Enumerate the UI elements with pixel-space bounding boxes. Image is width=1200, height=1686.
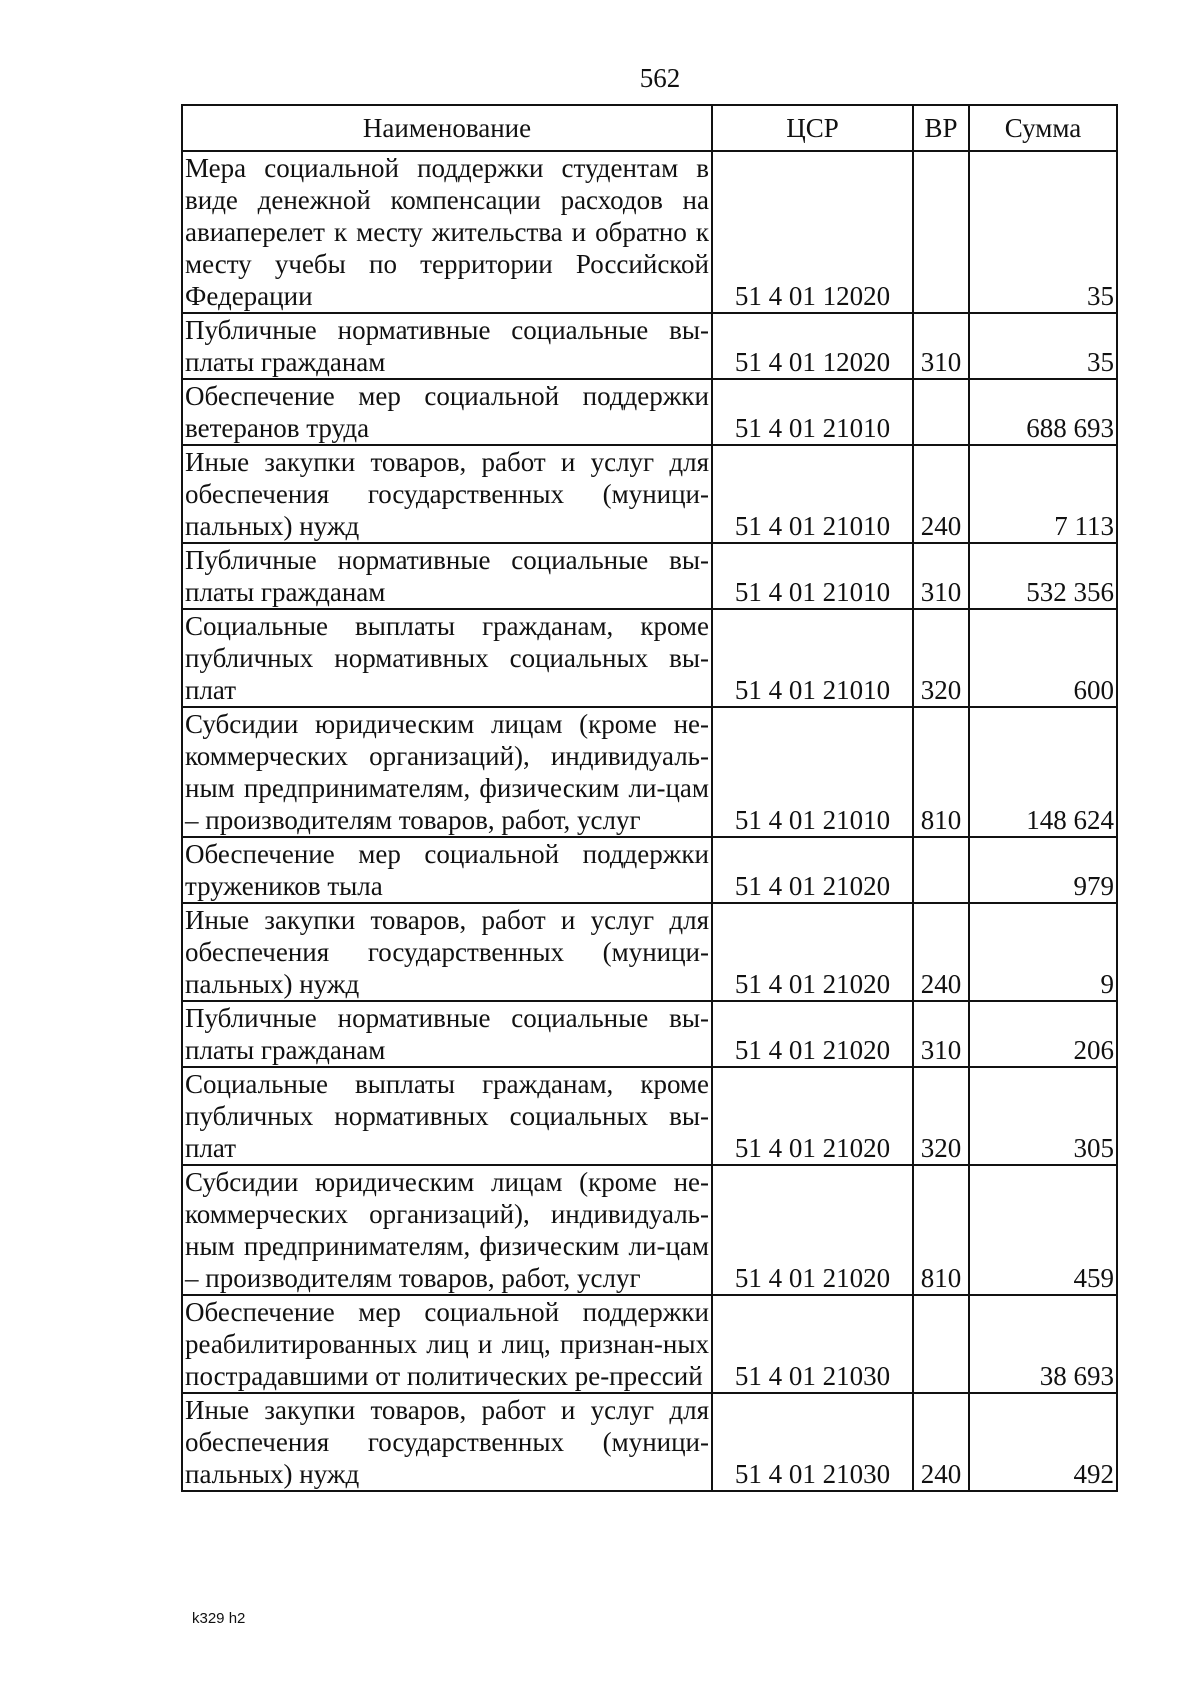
table-row	[182, 543, 1117, 609]
header-vr: ВР	[913, 105, 969, 151]
vr-cell: 320	[913, 609, 969, 707]
footer-code: k329 h2	[192, 1610, 246, 1627]
csr-cell: 51 4 01 12020	[712, 151, 913, 313]
header-row	[182, 105, 1117, 151]
name-cell: Социальные выплаты гражданам, кроме публичных нормативных социальных вы-плат	[182, 1067, 712, 1165]
name-cell: Иные закупки товаров, работ и услуг для обеспечения государственных (муници-пальных) нужд	[182, 445, 712, 543]
sum-cell: 600	[969, 609, 1117, 707]
name-cell: Субсидии юридическим лицам (кроме не-коммерческих организаций), индивидуаль-ным предпринимателям, физическим ли-цам – производителям товаров, работ, услуг	[182, 707, 712, 837]
csr-cell: 51 4 01 21010	[712, 707, 913, 837]
sum-cell: 35	[969, 313, 1117, 379]
vr-cell: 310	[913, 313, 969, 379]
table-row	[182, 313, 1117, 379]
csr-cell: 51 4 01 12020	[712, 313, 913, 379]
name-cell: Субсидии юридическим лицам (кроме не-коммерческих организаций), индивидуаль-ным предпринимателям, физическим ли-цам – производителям товаров, работ, услуг	[182, 1165, 712, 1295]
vr-cell: 810	[913, 1165, 969, 1295]
vr-cell: 310	[913, 1001, 969, 1067]
sum-cell: 459	[969, 1165, 1117, 1295]
name-cell: Иные закупки товаров, работ и услуг для обеспечения государственных (муници-пальных) нужд	[182, 1393, 712, 1491]
csr-cell: 51 4 01 21020	[712, 837, 913, 903]
csr-cell: 51 4 01 21010	[712, 609, 913, 707]
table-row	[182, 707, 1117, 837]
table-row	[182, 609, 1117, 707]
vr-cell	[913, 837, 969, 903]
table-row	[182, 1067, 1117, 1165]
sum-cell: 7 113	[969, 445, 1117, 543]
vr-cell: 240	[913, 903, 969, 1001]
sum-cell: 532 356	[969, 543, 1117, 609]
table-row	[182, 379, 1117, 445]
sum-cell: 9	[969, 903, 1117, 1001]
table-row	[182, 1165, 1117, 1295]
table-row	[182, 903, 1117, 1001]
csr-cell: 51 4 01 21030	[712, 1295, 913, 1393]
name-cell: Обеспечение мер социальной поддержки тружеников тыла	[182, 837, 712, 903]
vr-cell	[913, 151, 969, 313]
vr-cell: 320	[913, 1067, 969, 1165]
table-body	[182, 151, 1117, 1491]
sum-cell: 979	[969, 837, 1117, 903]
table-row	[182, 151, 1117, 313]
name-cell: Публичные нормативные социальные вы-платы гражданам	[182, 313, 712, 379]
vr-cell: 810	[913, 707, 969, 837]
vr-cell	[913, 1295, 969, 1393]
header-name: Наименование	[182, 105, 712, 151]
csr-cell: 51 4 01 21020	[712, 903, 913, 1001]
name-cell: Публичные нормативные социальные вы-платы гражданам	[182, 1001, 712, 1067]
sum-cell: 305	[969, 1067, 1117, 1165]
name-cell: Публичные нормативные социальные вы-платы гражданам	[182, 543, 712, 609]
header-sum: Сумма	[969, 105, 1117, 151]
table-row	[182, 837, 1117, 903]
table-row	[182, 1393, 1117, 1491]
vr-cell: 240	[913, 445, 969, 543]
header-csr: ЦСР	[712, 105, 913, 151]
budget-table	[181, 104, 1118, 1492]
csr-cell: 51 4 01 21010	[712, 379, 913, 445]
name-cell: Обеспечение мер социальной поддержки ветеранов труда	[182, 379, 712, 445]
vr-cell: 310	[913, 543, 969, 609]
csr-cell: 51 4 01 21030	[712, 1393, 913, 1491]
csr-cell: 51 4 01 21020	[712, 1067, 913, 1165]
sum-cell: 206	[969, 1001, 1117, 1067]
sum-cell: 148 624	[969, 707, 1117, 837]
csr-cell: 51 4 01 21010	[712, 543, 913, 609]
csr-cell: 51 4 01 21010	[712, 445, 913, 543]
csr-cell: 51 4 01 21020	[712, 1165, 913, 1295]
name-cell: Мера социальной поддержки студентам в виде денежной компенсации расходов на авиаперелет к месту жительства и обратно к месту учебы по территории Российской Федерации	[182, 151, 712, 313]
sum-cell: 35	[969, 151, 1117, 313]
sum-cell: 492	[969, 1393, 1117, 1491]
table-row	[182, 1001, 1117, 1067]
name-cell: Иные закупки товаров, работ и услуг для обеспечения государственных (муници-пальных) нужд	[182, 903, 712, 1001]
name-cell: Обеспечение мер социальной поддержки реабилитированных лиц и лиц, признан-ных пострадавшими от политических ре-прессий	[182, 1295, 712, 1393]
table-row	[182, 445, 1117, 543]
csr-cell: 51 4 01 21020	[712, 1001, 913, 1067]
sum-cell: 38 693	[969, 1295, 1117, 1393]
name-cell: Социальные выплаты гражданам, кроме публичных нормативных социальных вы-плат	[182, 609, 712, 707]
vr-cell: 240	[913, 1393, 969, 1491]
page-number: 562	[639, 63, 681, 93]
sum-cell: 688 693	[969, 379, 1117, 445]
vr-cell	[913, 379, 969, 445]
table-row	[182, 1295, 1117, 1393]
table-header	[182, 105, 1117, 151]
